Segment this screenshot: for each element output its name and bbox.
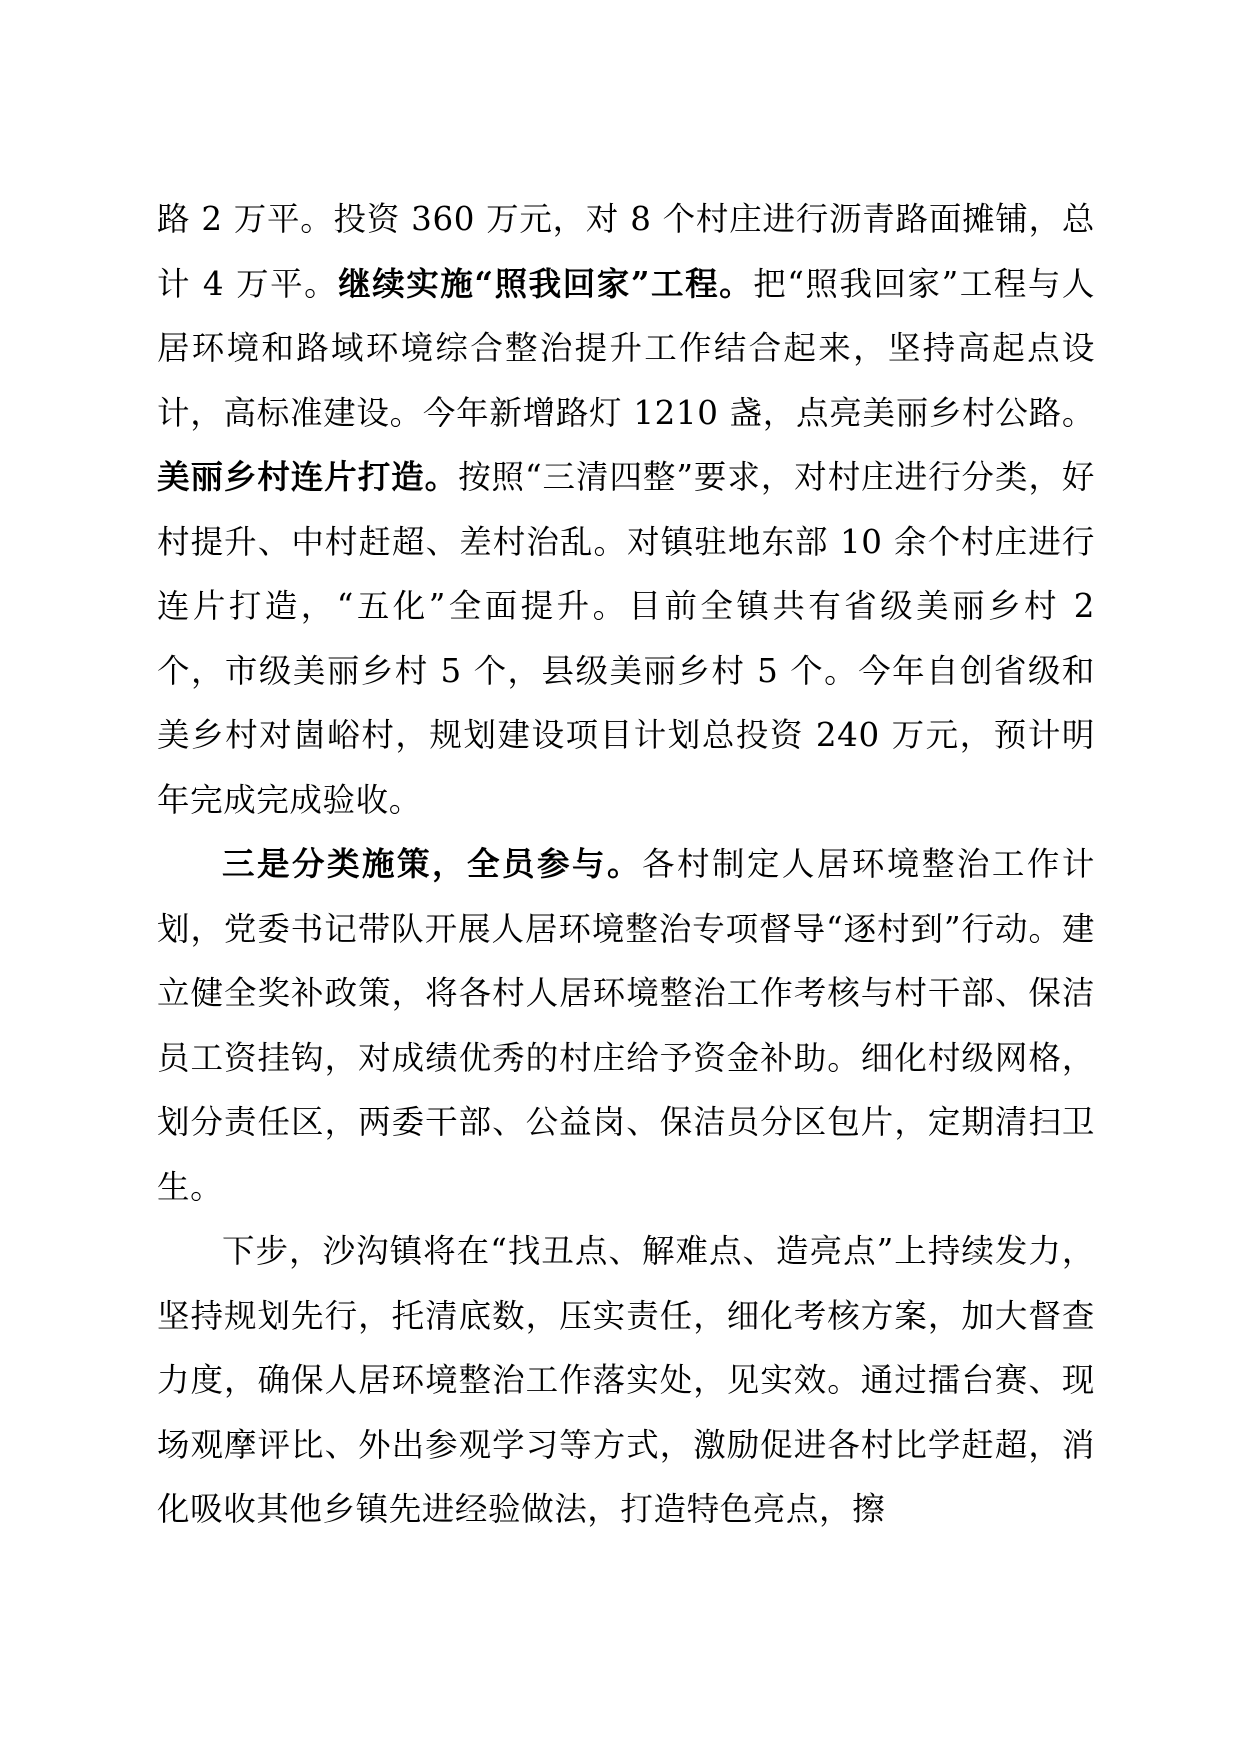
text-run: 各村制定人居环境整治工作计划，党委书记带队开展人居环境整治专项督导“逐村到”行动。建立健全奖补政策，将各村人居环境整治工作考核与村干部、保洁员工资挂钩，对成绩优秀的村庄给予资金补助。细化村级网格，划分责任区，两委干部、公益岗、保洁员分区包片，定期清扫卫生。 [157,845,1095,1206]
bold-heading-run: 继续实施“照我回家”工程。 [338,263,754,303]
text-run: 下步，沙沟镇将在“找丑点、解难点、造亮点”上持续发力，坚持规划先行，托清底数，压实责任，细化考核方案，加大督查力度，确保人居环境整治工作落实处，见实效。通过擂台赛、现场观摩评比、外出参观学习等方式，激励促进各村比学赶超，消化吸收其他乡镇先进经验做法，打造特色亮点，擦 [157,1232,1095,1528]
text-run: 把“照我回家”工程与人居环境和路域环境综合整治提升工作结合起来，坚持高起点设计，高标准建设。今年新增路灯 1210 盏，点亮美丽乡村公路。 [157,264,1095,432]
text-run: 按照“三清四整”要求，对村庄进行分类，好村提升、中村赶超、差村治乱。对镇驻地东部 10 余个村庄进行连片打造，“五化”全面提升。目前全镇共有省级美丽乡村 2 个，市级美丽乡村 5 个，县级美丽乡村 5 个。今年自创省级和美乡村对崮峪村，规划建设项目计划总投资 240 万元，预计明年完成完成验收。 [157,458,1095,819]
bold-heading-run: 三是分类施策，全员参与。 [222,844,642,883]
bold-heading-run: 美丽乡村连片打造。 [157,457,459,496]
paragraph-next-steps [157,1219,1095,1542]
paragraph-continuation [157,187,1095,832]
paragraph-section-three [157,832,1095,1219]
document-body [157,187,1095,1542]
text-run: 路 2 万平。投资 360 万元，对 8 个村庄进行沥青路面摊铺，总计 4 万平。 [157,200,1095,303]
